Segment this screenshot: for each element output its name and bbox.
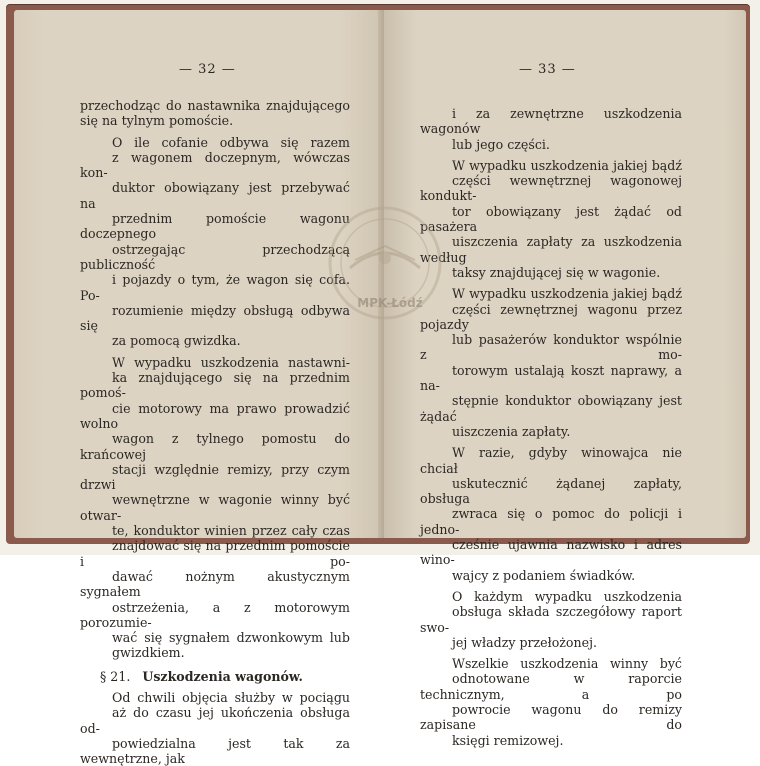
text-line: jej władzy przełożonej. — [452, 634, 597, 650]
text-line: się na tylnym pomoście. — [80, 113, 234, 129]
text-line: za pomocą gwizdka. — [112, 333, 241, 349]
text-line: cześnie ujawnia nazwisko i adres wino- — [420, 537, 682, 568]
left-paragraphs-before — [80, 98, 350, 661]
text-line: rozumienie między obsługą odbywa się — [80, 302, 350, 334]
text-line: gwizdkiem. — [112, 645, 185, 661]
text-line: ka znajdującego się na przednim pomoś- — [80, 370, 350, 401]
paragraph — [420, 589, 682, 650]
text-line: ostrzeżenia, a z motorowym porozumie- — [80, 599, 350, 630]
paragraph — [80, 690, 350, 766]
paragraph — [420, 106, 682, 152]
text-line: uskutecznić żądanej zapłaty, obsługa — [420, 475, 682, 507]
paragraph — [420, 286, 682, 439]
text-line: zwraca się o pomoc do policji i jedno- — [420, 506, 682, 537]
paragraph — [420, 445, 682, 583]
section-title: Uszkodzenia wagonów. — [142, 668, 303, 684]
text-line: Od chwili objęcia służby w pociągu — [112, 689, 350, 705]
right-page-number: — 33 — — [519, 62, 576, 77]
right-page-text — [420, 106, 682, 748]
text-line: aż do czasu jej ukończenia obsługa od- — [80, 705, 350, 736]
text-line: wajcy z podaniem świadków. — [452, 567, 636, 583]
paragraph — [420, 158, 682, 280]
left-page-number: — 32 — — [179, 62, 236, 77]
text-line: powrocie wagonu do remizy zapisane do — [420, 701, 682, 733]
paragraph — [420, 656, 682, 748]
text-line: te, konduktor winien przez cały czas — [112, 523, 350, 539]
text-line: stacji względnie remizy, przy czym drzwi — [80, 461, 350, 493]
text-line: torowym ustalają koszt naprawy, a na- — [420, 362, 682, 394]
left-paragraphs-after — [80, 690, 350, 766]
text-line: duktor obowiązany jest przebywać na — [80, 180, 350, 211]
text-line: przechodząc do nastawnika znajdującego — [80, 98, 350, 113]
section-heading — [80, 669, 350, 684]
text-line: obsługa składa szczegółowy raport swo- — [420, 604, 682, 635]
text-line: księgi remizowej. — [452, 732, 564, 748]
paragraph — [80, 355, 350, 661]
text-line: ostrzegając przechodzącą publiczność — [80, 241, 350, 272]
text-line: uiszczenia zapłaty za uszkodzenia według — [420, 234, 682, 265]
text-line: W wypadku uszkodzenia jakiej bądź — [452, 157, 682, 173]
text-line: uiszczenia zapłaty. — [452, 423, 571, 439]
text-line: taksy znajdującej się w wagonie. — [452, 264, 661, 280]
text-line: cie motorowy ma prawo prowadzić wolno — [80, 400, 350, 431]
watermark-text: MPK-Łódź — [357, 296, 423, 310]
text-line: stępnie konduktor obowiązany jest żądać — [420, 393, 682, 424]
text-line: części wewnętrznej wagonowej kondukt- — [420, 173, 682, 204]
left-page-text — [80, 98, 350, 766]
text-line: O ile cofanie odbywa się razem — [112, 134, 350, 150]
text-line: lub pasażerów konduktor wspólnie z mo- — [420, 332, 682, 363]
text-line: odnotowane w raporcie technicznym, a po — [420, 671, 682, 702]
text-line: Wszelkie uszkodzenia winny być — [452, 656, 682, 672]
text-line: wagon z tylnego pomostu do krańcowej — [80, 431, 350, 462]
text-line: wewnętrzne w wagonie winny być otwar- — [80, 492, 350, 523]
text-line: z wagonem doczepnym, wówczas kon- — [80, 149, 350, 181]
text-line: powiedzialna jest tak za wewnętrzne, jak — [80, 735, 350, 766]
text-line: O każdym wypadku uszkodzenia — [452, 588, 682, 604]
text-line: i za zewnętrzne uszkodzenia wagonów — [420, 106, 682, 137]
text-line: W wypadku uszkodzenia nastawni- — [112, 354, 350, 370]
text-line: tor obowiązany jest żądać od pasażera — [420, 203, 682, 235]
text-line: W razie, gdyby winowajca nie chciał — [420, 445, 682, 476]
text-line: znajdować się na przednim pomoście i po- — [80, 538, 350, 569]
right-paragraphs — [420, 106, 682, 748]
paragraph — [80, 98, 350, 129]
text-line: i pojazdy o tym, że wagon się cofa. Po- — [80, 272, 350, 303]
text-line: lub jego części. — [452, 136, 550, 152]
text-line: W wypadku uszkodzenia jakiej bądź — [452, 286, 682, 302]
section-number: § 21. — [100, 668, 131, 684]
text-line: dawać nożnym akustycznym sygnałem — [80, 568, 350, 600]
text-line: części zewnętrznej wagonu przez pojazdy — [420, 301, 682, 332]
paragraph — [80, 135, 350, 349]
text-line: wać się sygnałem dzwonkowym lub — [112, 630, 350, 646]
text-line: przednim pomoście wagonu doczepnego — [80, 211, 350, 242]
